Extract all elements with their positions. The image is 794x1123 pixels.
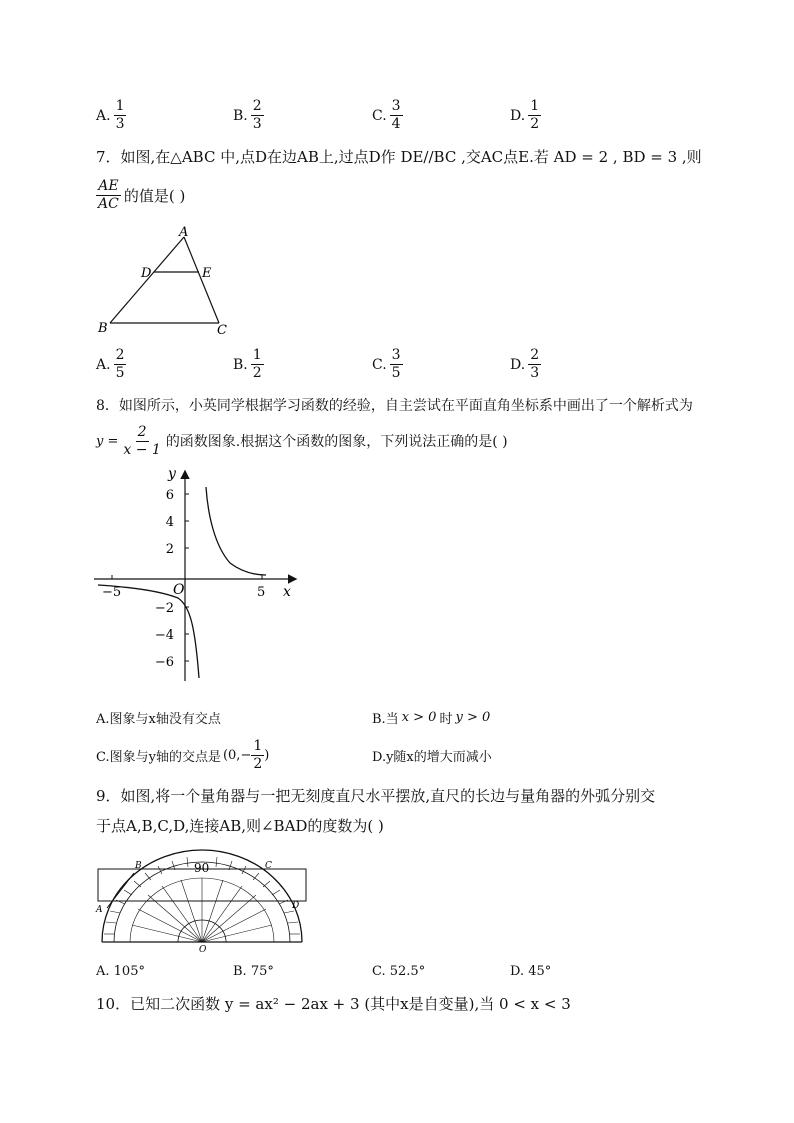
label-o: O [199, 945, 207, 954]
q8-stem-line1: 8．如图所示，小英同学根据学习函数的经验，自主尝试在平面直角坐标系中画出了一个解析式为 [96, 398, 693, 414]
label-a: A [179, 226, 189, 240]
fraction-denominator: 3 [530, 365, 540, 381]
q7-option-c[interactable]: C. $\frac{3}{5}$ [372, 347, 401, 381]
fraction-numerator: 2 [530, 347, 540, 363]
q10-stem: 10．已知二次函数 y = ax² − 2ax + 3 (其中x是自变量),当 0 < x < 3 [96, 995, 571, 1013]
fraction-numerator: 3 [391, 98, 401, 114]
origin-label: O [173, 582, 185, 598]
q6-option-c[interactable]: C. $\frac{3}{4}$ [372, 98, 401, 132]
q8-stem-line2: y = $\frac{2}{x - 1}$ 的函数图象.根据这个函数的图象，下列说法正确的是( ) [96, 424, 508, 458]
q8-option-c[interactable]: C.图象与y轴的交点是 (0,− $\frac{1}{2}$ ) [96, 738, 270, 772]
q7-option-a[interactable]: A. $\frac{2}{5}$ [96, 347, 125, 381]
fraction-denominator: 5 [391, 365, 401, 381]
q9-stem-line1: 9．如图,将一个量角器与一把无刻度直尺水平摆放,直尺的长边与量角器的外弧分别交 [96, 787, 656, 805]
label-a: A [96, 905, 103, 915]
q7-stem-line1: 7．如图,在△ABC 中,点D在边AB上,过点D作 DE//BC ,交AC点E.若 AD = 2 , BD = 3 ,则 [96, 148, 702, 166]
label-b: B [98, 321, 108, 336]
protractor-radial-lines [130, 878, 274, 942]
q9-option-d[interactable]: D. 45° [510, 964, 552, 979]
fraction-denominator: x − 1 [123, 442, 161, 458]
curve-right-branch [206, 487, 266, 575]
fraction-numerator: 1 [115, 98, 125, 114]
y-tick-label: 2 [165, 542, 174, 557]
fraction-numerator: 1 [253, 738, 263, 754]
y-tick-label: −2 [154, 601, 174, 616]
fraction-numerator: 1 [530, 98, 540, 114]
fraction-denominator: 3 [252, 116, 262, 132]
x-axis-label: x [283, 584, 291, 600]
label-b: B [135, 861, 142, 871]
q8-option-d[interactable]: D.y随x的增大而减小 [372, 750, 492, 765]
fraction-numerator: 1 [252, 347, 262, 363]
q6-option-a[interactable]: A. $\frac{1}{3}$ [96, 98, 125, 132]
q6-option-d[interactable]: D. $\frac{1}{2}$ [510, 98, 540, 132]
q7-triangle-figure [94, 226, 244, 338]
q9-protractor-figure [94, 842, 314, 954]
fraction-denominator: 3 [115, 116, 125, 132]
q6-option-b[interactable]: B. $\frac{2}{3}$ [233, 98, 262, 132]
label-e: E [202, 266, 212, 281]
q9-stem-line2: 于点A,B,C,D,连接AB,则∠BAD的度数为( ) [96, 817, 384, 835]
fraction-denominator: 2 [530, 116, 540, 132]
q9-option-a[interactable]: A. 105° [96, 964, 145, 979]
fraction-numerator: AE [98, 178, 119, 194]
y-tick-label: 4 [165, 515, 174, 530]
y-axis-label: y [168, 466, 176, 482]
fraction-numerator: 2 [252, 98, 262, 114]
q8-function-graph [90, 466, 305, 688]
fraction-numerator: 3 [391, 347, 401, 363]
fraction-denominator: 2 [253, 756, 263, 772]
label-c: C [217, 323, 227, 338]
q9-option-c[interactable]: C. 52.5° [372, 964, 426, 979]
label-c: C [265, 861, 272, 871]
fraction-numerator: 2 [115, 347, 125, 363]
q7-option-b[interactable]: B. $\frac{1}{2}$ [233, 347, 262, 381]
segment-ab [107, 873, 134, 908]
q8-option-b[interactable]: B.当 x > 0 时 y > 0 [372, 710, 491, 727]
y-tick-label: 6 [165, 488, 174, 503]
fraction-denominator: AC [98, 196, 119, 212]
y-tick-label: −4 [154, 628, 174, 643]
mark-90: 90 [194, 861, 210, 875]
fraction-denominator: 2 [252, 365, 262, 381]
q7-stem-line2: $\frac{AE}{AC}$ 的值是( ) [98, 178, 186, 212]
label-d: D [141, 266, 152, 281]
x-tick-label: 5 [257, 585, 266, 600]
fraction-numerator: 2 [137, 424, 147, 440]
q9-option-b[interactable]: B. 75° [233, 964, 274, 979]
fraction-denominator: 5 [115, 365, 125, 381]
fraction-denominator: 4 [391, 116, 401, 132]
y-tick-label: −6 [154, 655, 174, 670]
x-tick-label: −5 [102, 585, 122, 600]
q8-option-a[interactable]: A.图象与x轴没有交点 [96, 712, 221, 727]
q7-option-d[interactable]: D. $\frac{2}{3}$ [510, 347, 540, 381]
label-d: D [292, 901, 300, 911]
